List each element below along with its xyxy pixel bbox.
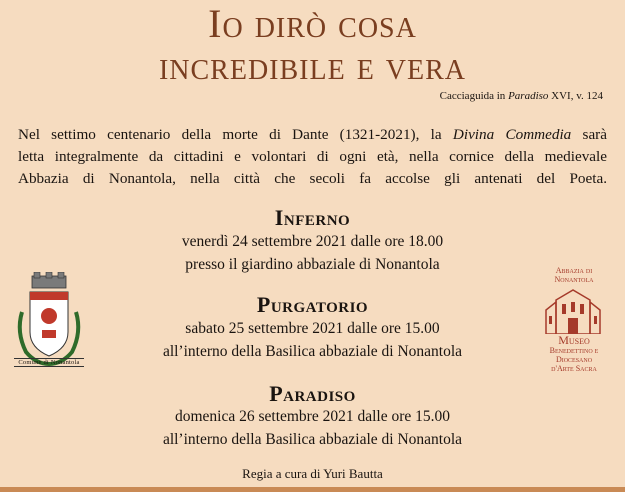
title-line-1: Io dirò cosa (208, 1, 417, 46)
intro-line-1-a: Nel settimo centenario della morte di Dante (1321-2021), la (18, 126, 453, 143)
section-paradiso-date: domenica 26 settembre 2021 dalle ore 15.00 (174, 408, 451, 425)
comune-label: Comune di Nonantola (14, 358, 84, 367)
section-inferno-date: venerdì 24 settembre 2021 dalle ore 18.00 (181, 233, 444, 250)
comune-coat-of-arms-icon (12, 272, 86, 372)
intro-line-1-b: sarà (571, 126, 607, 143)
museo-label (538, 334, 610, 373)
citation-work: Paradiso (508, 90, 549, 102)
abbazia-label-line-1: Abbazia di (555, 266, 593, 275)
intro-line-2: letta integralmente da cittadini e volontari di ogni età, nella cornice della medievale (18, 148, 607, 165)
intro-line-1-italic: Divina Commedia (452, 126, 572, 143)
section-inferno-title: Inferno (274, 205, 351, 230)
director-credit: Regia a cura di Yuri Bautta (242, 466, 383, 481)
intro-line-3: Abbazia di Nonantola, nella città che secoli fa accolse gli antenati del Poeta. (18, 170, 607, 187)
section-purgatorio-date: sabato 25 settembre 2021 dalle ore 15.00 (185, 320, 440, 337)
intro-paragraph (18, 124, 607, 190)
museo-label-line-3: Diocesano (555, 355, 593, 364)
section-purgatorio-title: Purgatorio (256, 292, 369, 317)
abbazia-label (540, 266, 608, 284)
section-inferno-place: presso il giardino abbaziale di Nonantola (185, 256, 440, 273)
section-purgatorio-place: all’interno della Basilica abbaziale di Nonantola (162, 343, 463, 360)
section-paradiso-title: Paradiso (269, 381, 356, 406)
citation-suffix: XVI, v. 124 (548, 90, 603, 102)
citation (440, 90, 603, 102)
title-line-2: incredibile e vera (158, 43, 467, 88)
museo-label-line-2: Benedettino e (549, 346, 599, 355)
abbazia-label-line-2: Nonantola (554, 275, 594, 284)
museo-label-line-1: Museo (558, 333, 590, 347)
intro-line-1 (18, 124, 607, 146)
citation-prefix: Cacciaguida in (439, 90, 509, 102)
abbey-church-icon (542, 288, 604, 334)
bottom-bar (0, 487, 625, 492)
museo-label-line-4: d'Arte Sacra (551, 364, 597, 373)
section-paradiso-place: all’interno della Basilica abbaziale di Nonantola (162, 431, 463, 448)
